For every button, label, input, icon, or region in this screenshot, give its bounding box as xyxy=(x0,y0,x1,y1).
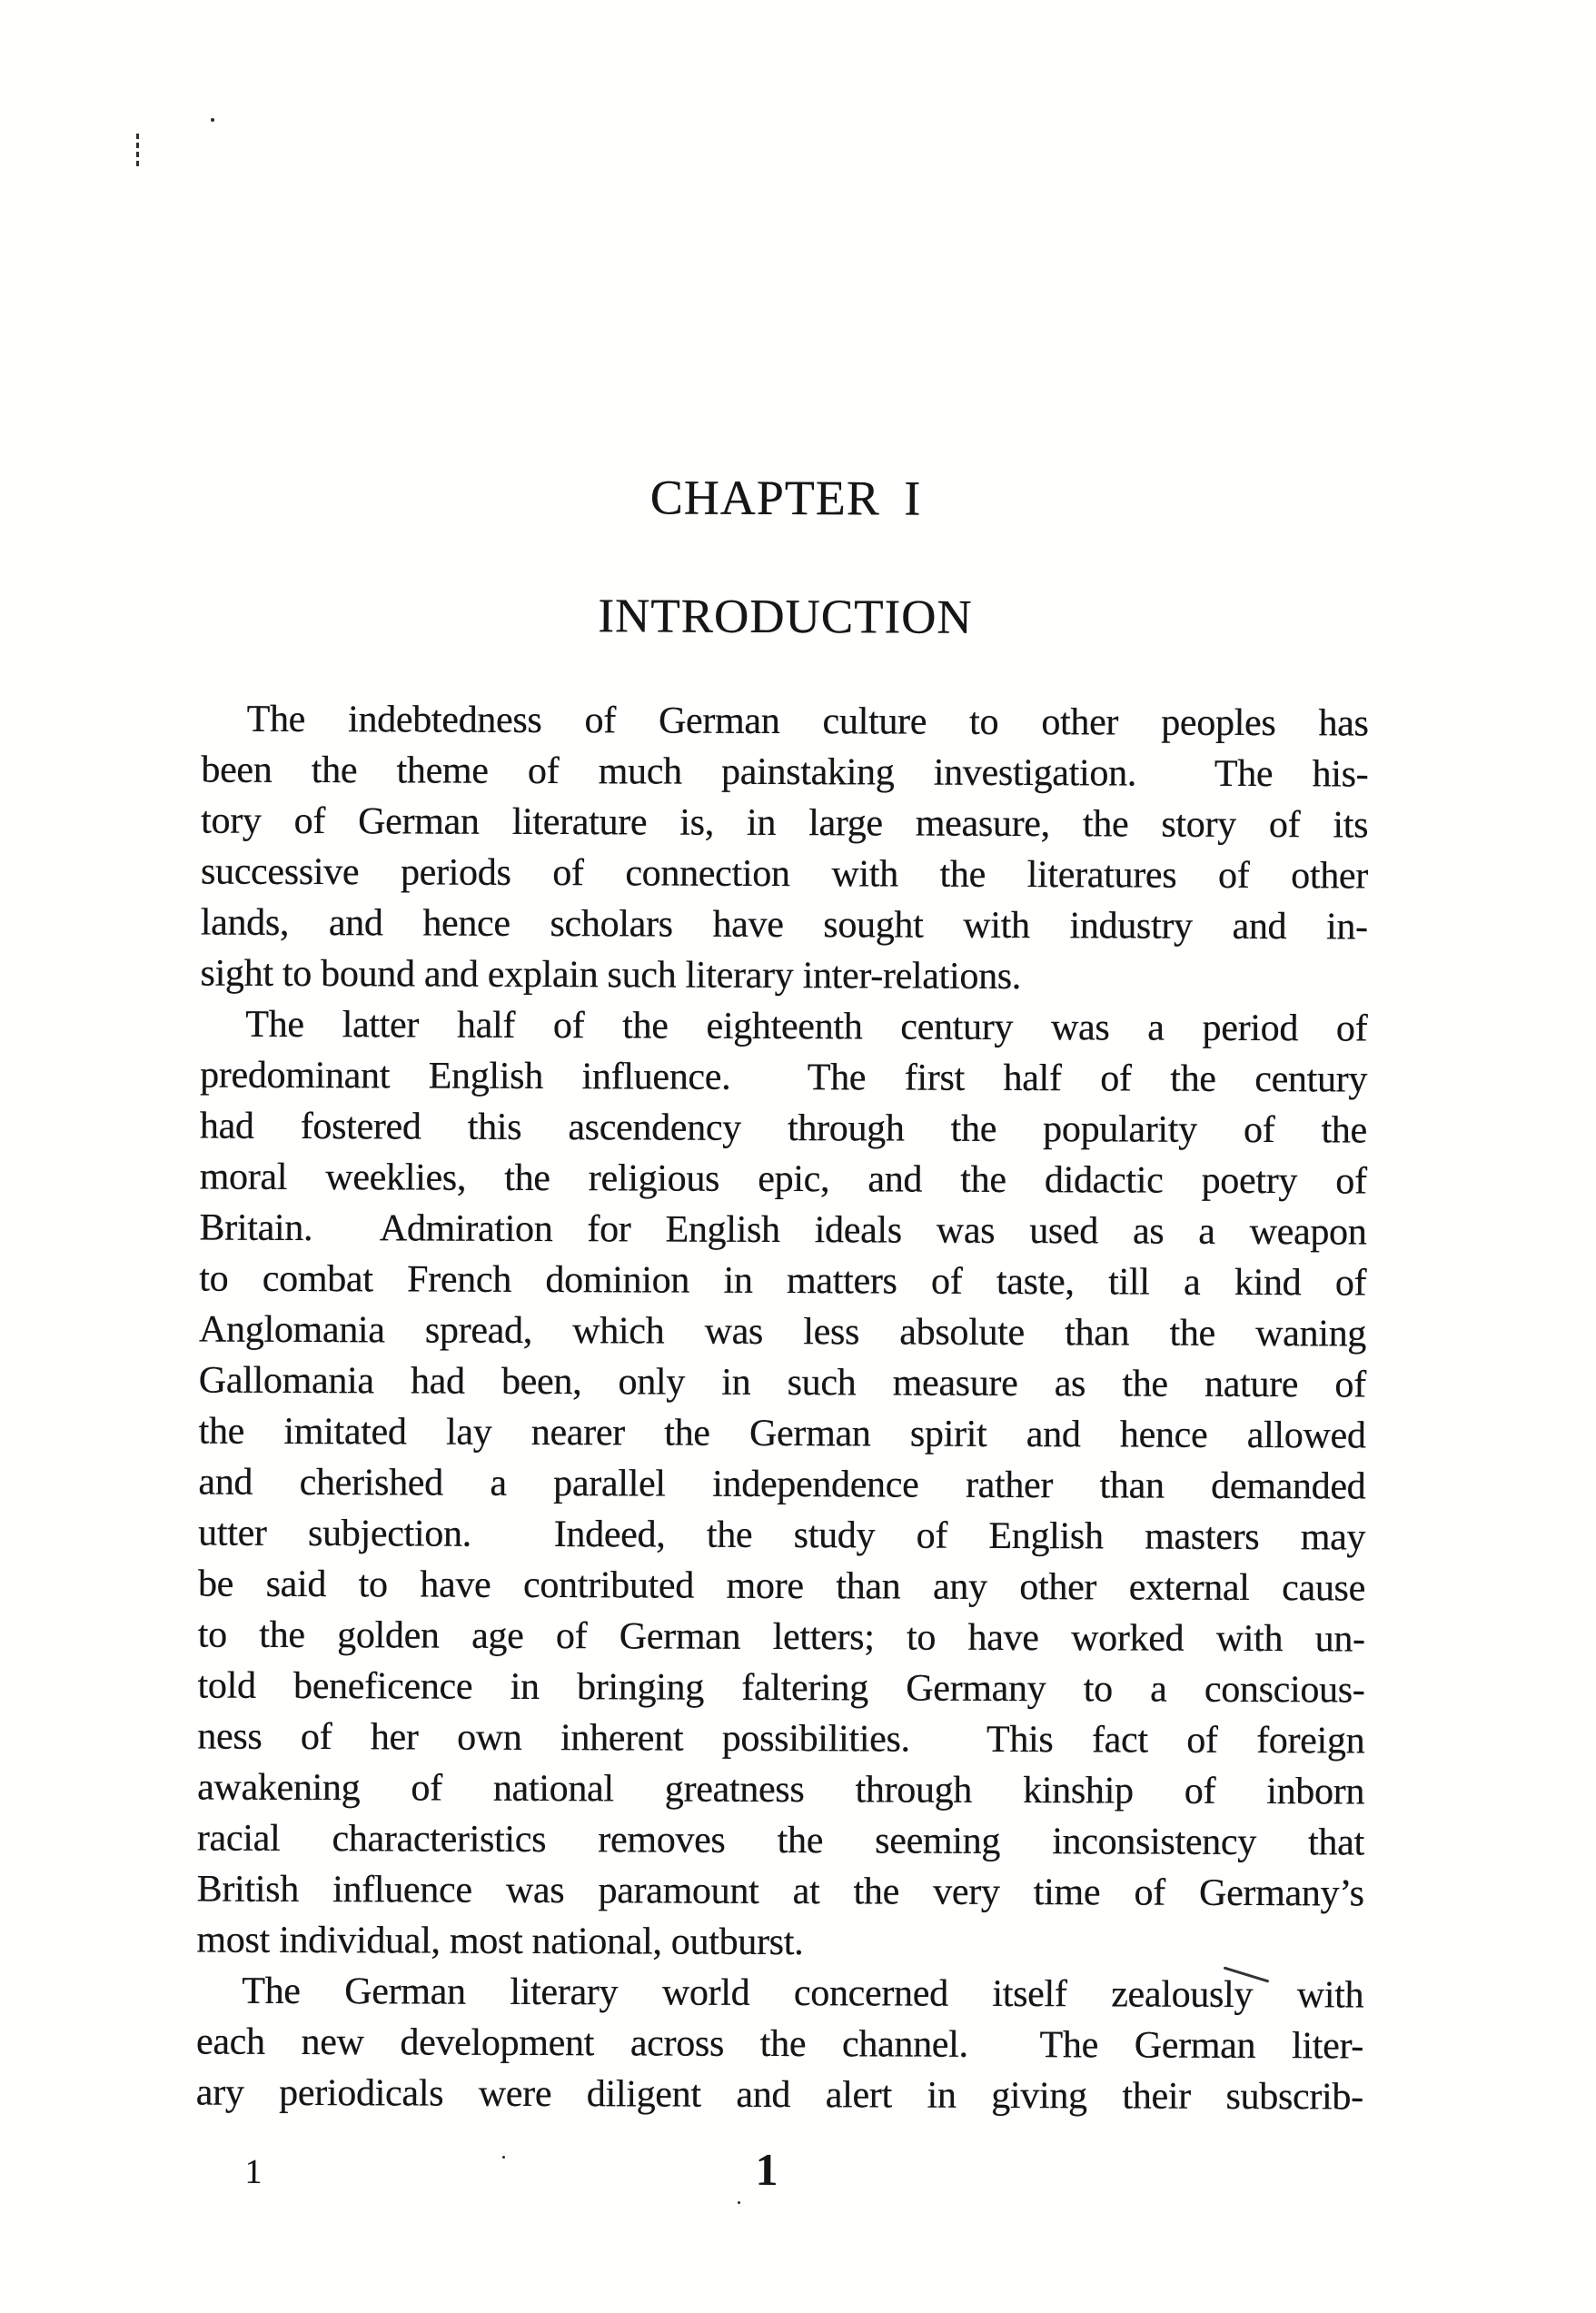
section-heading: INTRODUCTION xyxy=(598,590,973,644)
text-line: awakening of national greatness through kinship of inborn xyxy=(197,1766,1365,1813)
text-line: sight to bound and explain such literary inter-relations. xyxy=(200,952,1022,998)
text-line: had fostered this ascendency through the popularity of the xyxy=(199,1105,1368,1152)
text-line: The latter half of the eighteenth century was a period of xyxy=(245,1003,1368,1050)
text-line: The German literary world concerned itself zealously with xyxy=(242,1970,1364,2017)
scan-artifact-dash xyxy=(136,134,139,166)
signature-mark: 1 xyxy=(244,2152,263,2191)
text-line: successive periods of connection with the literatures of other xyxy=(200,850,1369,898)
text-line: been the theme of much painstaking investigation. The his- xyxy=(201,749,1369,796)
text-line: Anglomania spread, which was less absolute than the waning xyxy=(198,1308,1367,1355)
text-line: each new development across the channel. The German liter- xyxy=(195,2020,1364,2068)
text-line: most individual, most national, outburst. xyxy=(196,1919,804,1964)
text-line: Britain. Admiration for English ideals was used as a weapon xyxy=(199,1206,1367,1254)
text-line: predominant English influence. The first half of the century xyxy=(200,1054,1368,1101)
text-line: ary periodicals were diligent and alert in giving their subscrib- xyxy=(195,2071,1363,2119)
text-line: tory of German literature is, in large measure, the story of its xyxy=(201,799,1369,847)
text-line: be said to have contributed more than any other external cause xyxy=(197,1563,1366,1610)
text-line: and cherished a parallel independence rather than demanded xyxy=(198,1461,1366,1508)
text-line: Gallomania had been, only in such measure as the nature of xyxy=(198,1359,1366,1406)
text-line: British influence was paramount at the very time of Germany’s xyxy=(196,1868,1364,1915)
text-line: moral weeklies, the religious epic, and the didactic poetry of xyxy=(199,1156,1367,1203)
chapter-heading: CHAPTER I xyxy=(649,470,922,526)
text-block xyxy=(195,0,1372,2313)
text-line: told beneficence in bringing faltering Germany to a conscious- xyxy=(197,1664,1365,1712)
page-number: 1 xyxy=(755,2143,778,2195)
text-line: the imitated lay nearer the German spirit and hence allowed xyxy=(198,1410,1366,1457)
text-line: ness of her own inherent possibilities. This fact of foreign xyxy=(197,1715,1365,1762)
text-line: to combat French dominion in matters of taste, till a kind of xyxy=(199,1257,1367,1305)
text-line: lands, and hence scholars have sought with industry and in- xyxy=(200,901,1368,948)
text-line: racial characteristics removes the seeming inconsistency that xyxy=(196,1817,1364,1864)
text-line: The indebtedness of German culture to other peoples has xyxy=(246,698,1369,745)
body-text xyxy=(196,694,1369,2123)
text-line: utter subjection. Indeed, the study of English masters may xyxy=(198,1512,1366,1559)
text-line: to the golden age of German letters; to have worked with un- xyxy=(197,1613,1365,1661)
